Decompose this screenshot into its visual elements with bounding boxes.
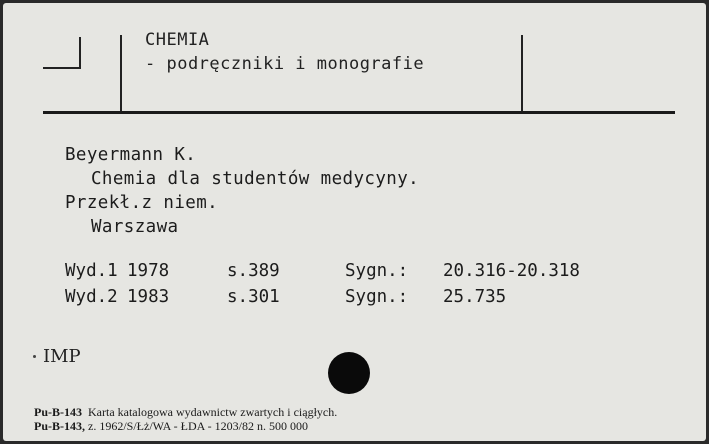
subject-subheading: - podręczniki i monografie [145, 54, 425, 74]
left-vertical-rule [120, 35, 122, 113]
edition-label: Wyd.2 [65, 287, 118, 307]
footer-text-1: Karta katalogowa wydawnictw zwartych i ciągłych. [88, 405, 338, 419]
subject-heading [145, 28, 424, 76]
edition-pages: s.301 [227, 287, 280, 307]
header-horizontal-rule [43, 111, 675, 114]
printer-footer [34, 405, 337, 433]
footer-code-1: Pu-B-143 [34, 405, 82, 419]
bibliographic-entry [65, 143, 419, 239]
footer-text-2: z. 1962/S/Łż/WA - ŁDA - 1203/82 n. 500 000 [88, 419, 308, 433]
imp-marker: IMP [43, 346, 81, 367]
book-title: Chemia dla studentów medycyny. [91, 169, 420, 189]
author: Beyermann K. [65, 145, 197, 165]
edition-year: 1978 [127, 261, 170, 281]
footer-line-1 [34, 405, 337, 419]
signature-label: Sygn.: [345, 287, 409, 307]
catalog-card [3, 3, 706, 441]
translation-note: Przekł.z niem. [65, 193, 219, 213]
signature-label: Sygn.: [345, 261, 409, 281]
right-vertical-rule [521, 35, 523, 113]
edition-year: 1983 [127, 287, 170, 307]
edition-pages: s.389 [227, 261, 280, 281]
edition-label: Wyd.1 [65, 261, 118, 281]
publication-place: Warszawa [91, 217, 179, 237]
footer-line-2 [34, 419, 337, 433]
footer-code-2: Pu-B-143, [34, 419, 85, 433]
signature-value: 20.316-20.318 [443, 261, 580, 281]
bullet-dot [33, 355, 36, 358]
signature-value: 25.735 [443, 287, 507, 307]
punch-hole [328, 352, 370, 394]
subject-title: CHEMIA [145, 30, 210, 50]
corner-bracket-mark [43, 37, 81, 69]
